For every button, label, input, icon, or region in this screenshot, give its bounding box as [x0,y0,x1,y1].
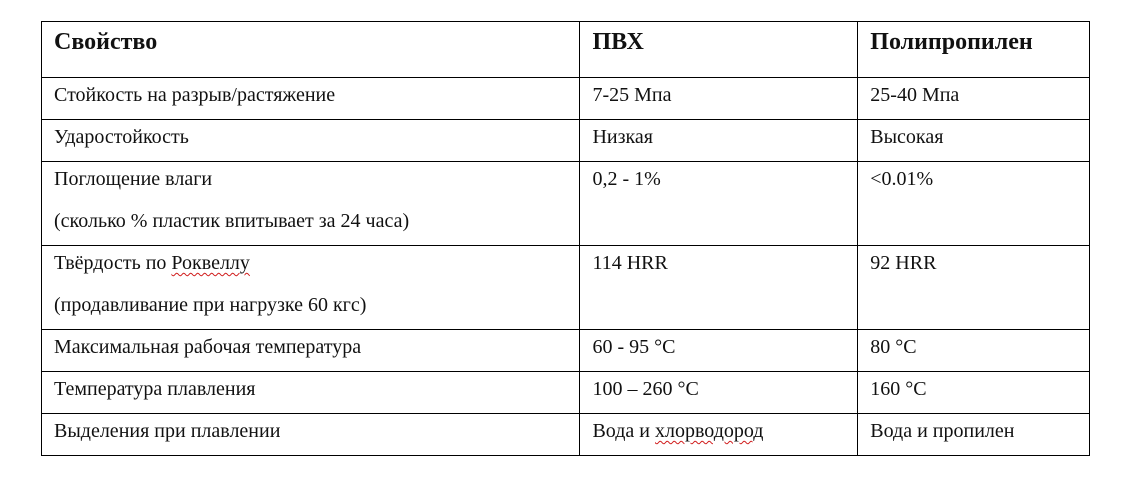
cell-pvc: 0,2 - 1% [580,162,858,246]
cell-polypropylene: <0.01% [858,162,1090,246]
cell-pvc: 60 - 95 °C [580,330,858,372]
table-row [42,162,1090,246]
cell-pvc: 100 – 260 °C [580,372,858,414]
cell-property: Выделения при плавлении [42,414,580,456]
table-row [42,120,1090,162]
table-row [42,246,1090,330]
cell-property [42,246,580,330]
table-row [42,330,1090,372]
table-header-row [42,22,1090,78]
cell-pvc: Низкая [580,120,858,162]
cell-pvc: 114 HRR [580,246,858,330]
cell-property: Ударостойкость [42,120,580,162]
header-pvc: ПВХ [580,22,858,78]
spellcheck-flagged-word[interactable]: Роквеллу [171,252,250,274]
cell-polypropylene: Высокая [858,120,1090,162]
cell-pvc [580,414,858,456]
cell-polypropylene: 80 °C [858,330,1090,372]
cell-property: Стойкость на разрыв/растяжение [42,78,580,120]
property-text-prefix: Твёрдость по [54,252,172,274]
cell-polypropylene: Вода и пропилен [858,414,1090,456]
cell-property: Максимальная рабочая температура [42,330,580,372]
properties-table [41,21,1090,456]
header-property: Свойство [42,22,580,78]
header-polypropylene: Полипропилен [858,22,1090,78]
table-row [42,414,1090,456]
cell-pvc: 7-25 Мпа [580,78,858,120]
table-row [42,78,1090,120]
spellcheck-flagged-word[interactable]: хлорводород [655,420,764,442]
table-row [42,372,1090,414]
pvc-text-prefix: Вода и [592,420,655,442]
property-note: (сколько % пластик впитывает за 24 часа) [54,210,410,232]
cell-polypropylene: 25-40 Мпа [858,78,1090,120]
property-note: (продавливание при нагрузке 60 кгс) [54,294,367,316]
cell-polypropylene: 160 °C [858,372,1090,414]
cell-polypropylene: 92 HRR [858,246,1090,330]
property-text: Поглощение влаги [54,168,213,190]
cell-property: Температура плавления [42,372,580,414]
cell-property [42,162,580,246]
